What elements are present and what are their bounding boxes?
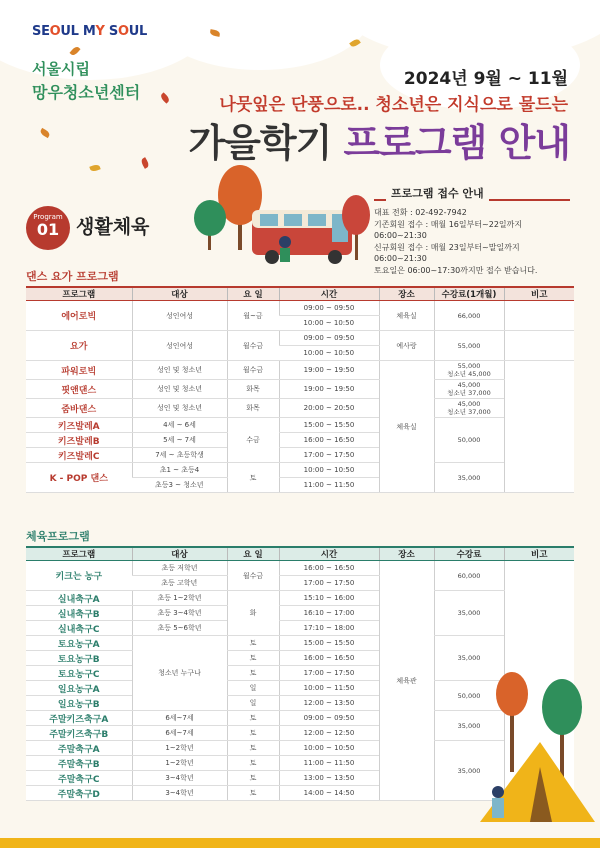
header-note: 비고 bbox=[504, 287, 574, 301]
program-name: 실내축구C bbox=[26, 621, 132, 636]
time-cell: 13:00 ~ 13:50 bbox=[279, 771, 379, 786]
leaf-icon bbox=[89, 163, 100, 172]
table-row bbox=[26, 380, 574, 399]
time-cell: 15:00 ~ 15:50 bbox=[279, 418, 379, 433]
day-cell: 토 bbox=[227, 636, 279, 651]
header-fee: 수강료(1개월) bbox=[434, 287, 504, 301]
target-cell: 성인 및 청소년 bbox=[132, 399, 227, 418]
leaf-icon bbox=[159, 92, 170, 103]
place-cell: 체육실 bbox=[379, 361, 434, 493]
program-name: 파워로빅 bbox=[26, 361, 132, 380]
time-cell: 10:00 ~ 10:50 bbox=[279, 741, 379, 756]
program-name: 실내축구B bbox=[26, 606, 132, 621]
day-cell: 화 bbox=[227, 591, 279, 636]
place-cell: 예사랑 bbox=[379, 331, 434, 361]
target-cell: 초등 저학년 bbox=[132, 561, 227, 576]
fee-cell: 60,000 bbox=[434, 561, 504, 591]
day-cell: 화목 bbox=[227, 399, 279, 418]
program-name: 주말축구D bbox=[26, 786, 132, 801]
program-name: 실내축구A bbox=[26, 591, 132, 606]
fee-cell bbox=[434, 399, 504, 418]
target-cell: 1~2학년 bbox=[132, 741, 227, 756]
target-cell: 성인 및 청소년 bbox=[132, 380, 227, 399]
org-name-line2: 망우청소년센터 bbox=[32, 83, 141, 102]
target-cell: 초등3 ~ 청소년 bbox=[132, 478, 227, 493]
header-target: 대상 bbox=[132, 287, 227, 301]
target-cell: 성인 및 청소년 bbox=[132, 361, 227, 380]
program-name: 일요농구A bbox=[26, 681, 132, 696]
time-cell: 16:00 ~ 16:50 bbox=[279, 651, 379, 666]
day-cell: 토 bbox=[227, 786, 279, 801]
header-target: 대상 bbox=[132, 547, 227, 561]
header-place: 장소 bbox=[379, 287, 434, 301]
day-cell: 수금 bbox=[227, 418, 279, 463]
time-cell: 09:00 ~ 09:50 bbox=[279, 331, 379, 346]
note-cell bbox=[504, 331, 574, 361]
autumn-bus-illustration bbox=[190, 160, 380, 280]
time-cell: 10:00 ~ 11:50 bbox=[279, 681, 379, 696]
target-cell: 초1 ~ 초등4 bbox=[132, 463, 227, 478]
day-cell: 토 bbox=[227, 756, 279, 771]
program-name: 키즈발레A bbox=[26, 418, 132, 433]
target-cell: 3~4학년 bbox=[132, 786, 227, 801]
fee-cell: 50,000 bbox=[434, 418, 504, 463]
day-cell: 토 bbox=[227, 463, 279, 493]
fee-cell: 55,000 bbox=[434, 331, 504, 361]
day-cell: 일 bbox=[227, 696, 279, 711]
day-cell: 월~금 bbox=[227, 301, 279, 331]
header-place: 장소 bbox=[379, 547, 434, 561]
fee-cell: 66,000 bbox=[434, 301, 504, 331]
day-cell: 일 bbox=[227, 681, 279, 696]
program-name: 에어로빅 bbox=[26, 301, 132, 331]
table-row bbox=[26, 591, 574, 606]
notice-title: 프로그램 접수 안내 bbox=[386, 185, 489, 201]
target-cell: 5세 ~ 7세 bbox=[132, 433, 227, 448]
day-cell: 토 bbox=[227, 771, 279, 786]
notice-line: 토요일은 06:00~17:30까지만 접수 받습니다. bbox=[374, 265, 538, 275]
day-cell: 월수금 bbox=[227, 361, 279, 380]
table-row bbox=[26, 561, 574, 576]
target-cell: 4세 ~ 6세 bbox=[132, 418, 227, 433]
table-row bbox=[26, 301, 574, 316]
page-title: 가을학기 프로그램 안내 bbox=[188, 121, 570, 165]
fee-cell: 35,000 bbox=[434, 711, 504, 741]
program-name: 주말축구B bbox=[26, 756, 132, 771]
table-caption-sports: 체육프로그램 bbox=[26, 530, 90, 543]
leaf-icon bbox=[140, 157, 150, 169]
day-cell: 화목 bbox=[227, 380, 279, 399]
fee-cell bbox=[434, 380, 504, 399]
section-title: 생활체육 bbox=[76, 216, 150, 238]
day-cell: 월수금 bbox=[227, 331, 279, 361]
target-cell: 7세 ~ 초등학생 bbox=[132, 448, 227, 463]
program-name: 일요농구B bbox=[26, 696, 132, 711]
header-day: 요 일 bbox=[227, 547, 279, 561]
target-cell: 청소년 누구나 bbox=[132, 636, 227, 711]
time-cell: 20:00 ~ 20:50 bbox=[279, 399, 379, 418]
notice-line: 대표 전화 : 02-492-7942 bbox=[374, 208, 467, 217]
fee-adult: 55,000 bbox=[457, 362, 481, 370]
org-name-line1: 서울시립 bbox=[32, 60, 90, 78]
camping-tent-illustration bbox=[470, 672, 600, 840]
note-cell bbox=[504, 361, 574, 493]
target-cell: 6세~7세 bbox=[132, 711, 227, 726]
program-name: 주말축구A bbox=[26, 741, 132, 756]
program-name: 키크는 농구 bbox=[26, 561, 132, 591]
table-row bbox=[26, 418, 574, 433]
leaf-icon bbox=[39, 128, 51, 138]
time-cell: 17:00 ~ 17:50 bbox=[279, 666, 379, 681]
table-row bbox=[26, 463, 574, 478]
program-name: 키즈발레B bbox=[26, 433, 132, 448]
target-cell: 초등 5~6학년 bbox=[132, 621, 227, 636]
note-cell bbox=[504, 301, 574, 331]
header-day: 요 일 bbox=[227, 287, 279, 301]
notice-line: 기존회원 접수 : 매월 16일부터~22일까지 06:00~21:30 bbox=[374, 219, 523, 240]
header-fee: 수강료 bbox=[434, 547, 504, 561]
notice-line: 신규회원 접수 : 매월 23일부터~말일까지 06:00~21:30 bbox=[374, 242, 520, 263]
header-time: 시간 bbox=[279, 547, 379, 561]
target-cell: 성인여성 bbox=[132, 331, 227, 361]
day-cell: 토 bbox=[227, 666, 279, 681]
header-note: 비고 bbox=[504, 547, 574, 561]
dance-yoga-table bbox=[26, 286, 574, 493]
period-date: 2024년 9월 ~ 11월 bbox=[403, 69, 568, 89]
header-program: 프로그램 bbox=[26, 547, 132, 561]
day-cell: 월수금 bbox=[227, 561, 279, 591]
program-name: K - POP 댄스 bbox=[26, 463, 132, 493]
program-name: 줌바댄스 bbox=[26, 399, 132, 418]
day-cell: 토 bbox=[227, 741, 279, 756]
target-cell: 성인여성 bbox=[132, 301, 227, 331]
program-name: 주말축구C bbox=[26, 771, 132, 786]
registration-notice bbox=[374, 199, 570, 275]
time-cell: 14:00 ~ 14:50 bbox=[279, 786, 379, 801]
day-cell: 토 bbox=[227, 726, 279, 741]
time-cell: 19:00 ~ 19:50 bbox=[279, 361, 379, 380]
table-row bbox=[26, 361, 574, 380]
program-name: 토요농구C bbox=[26, 666, 132, 681]
program-name: 주말키즈축구A bbox=[26, 711, 132, 726]
time-cell: 12:00 ~ 12:50 bbox=[279, 726, 379, 741]
seoul-my-soul-logo: SEOUL MY SOUL bbox=[32, 24, 147, 39]
time-cell: 11:00 ~ 11:50 bbox=[279, 478, 379, 493]
time-cell: 10:00 ~ 10:50 bbox=[279, 346, 379, 361]
header-time: 시간 bbox=[279, 287, 379, 301]
time-cell: 16:00 ~ 16:50 bbox=[279, 433, 379, 448]
footer-bar bbox=[0, 838, 600, 848]
time-cell: 10:00 ~ 10:50 bbox=[279, 316, 379, 331]
program-name: 주말키즈축구B bbox=[26, 726, 132, 741]
fee-adult: 45,000 bbox=[457, 400, 481, 408]
fee-cell: 35,000 bbox=[434, 741, 504, 801]
fee-youth: 청소년 45,000 bbox=[447, 370, 491, 378]
fee-adult: 45,000 bbox=[457, 381, 481, 389]
time-cell: 10:00 ~ 10:50 bbox=[279, 463, 379, 478]
time-cell: 09:00 ~ 09:50 bbox=[279, 301, 379, 316]
target-cell: 1~2학년 bbox=[132, 756, 227, 771]
target-cell: 초등 3~4학년 bbox=[132, 606, 227, 621]
target-cell: 초등 고학년 bbox=[132, 576, 227, 591]
time-cell: 17:10 ~ 18:00 bbox=[279, 621, 379, 636]
fee-cell: 35,000 bbox=[434, 636, 504, 681]
time-cell: 16:00 ~ 16:50 bbox=[279, 561, 379, 576]
table-row bbox=[26, 399, 574, 418]
time-cell: 15:10 ~ 16:00 bbox=[279, 591, 379, 606]
fee-cell: 35,000 bbox=[434, 463, 504, 493]
time-cell: 11:00 ~ 11:50 bbox=[279, 756, 379, 771]
program-name: 핏앤댄스 bbox=[26, 380, 132, 399]
time-cell: 12:00 ~ 13:50 bbox=[279, 696, 379, 711]
time-cell: 19:00 ~ 19:50 bbox=[279, 380, 379, 399]
time-cell: 16:10 ~ 17:00 bbox=[279, 606, 379, 621]
target-cell: 3~4학년 bbox=[132, 771, 227, 786]
table-row bbox=[26, 331, 574, 346]
program-name: 요가 bbox=[26, 331, 132, 361]
time-cell: 15:00 ~ 15:50 bbox=[279, 636, 379, 651]
fee-youth: 청소년 37,000 bbox=[447, 408, 491, 416]
target-cell: 6세~7세 bbox=[132, 726, 227, 741]
fee-cell: 35,000 bbox=[434, 591, 504, 636]
table-caption-dance: 댄스 요가 프로그램 bbox=[26, 270, 119, 283]
day-cell: 토 bbox=[227, 711, 279, 726]
time-cell: 17:00 ~ 17:50 bbox=[279, 576, 379, 591]
program-number-badge: Program 01 bbox=[26, 206, 70, 250]
time-cell: 09:00 ~ 09:50 bbox=[279, 711, 379, 726]
fee-cell bbox=[434, 361, 504, 380]
header-program: 프로그램 bbox=[26, 287, 132, 301]
program-name: 키즈발레C bbox=[26, 448, 132, 463]
table-row bbox=[26, 636, 574, 651]
fee-youth: 청소년 37,000 bbox=[447, 389, 491, 397]
place-cell: 체육실 bbox=[379, 301, 434, 331]
program-name: 토요농구A bbox=[26, 636, 132, 651]
subtitle: 나뭇잎은 단풍으로.. 청소년은 지식으로 물드는 bbox=[219, 95, 568, 115]
fee-cell: 50,000 bbox=[434, 681, 504, 711]
place-cell: 체육관 bbox=[379, 561, 434, 801]
program-name: 토요농구B bbox=[26, 651, 132, 666]
time-cell: 17:00 ~ 17:50 bbox=[279, 448, 379, 463]
day-cell: 토 bbox=[227, 651, 279, 666]
target-cell: 초등 1~2학년 bbox=[132, 591, 227, 606]
